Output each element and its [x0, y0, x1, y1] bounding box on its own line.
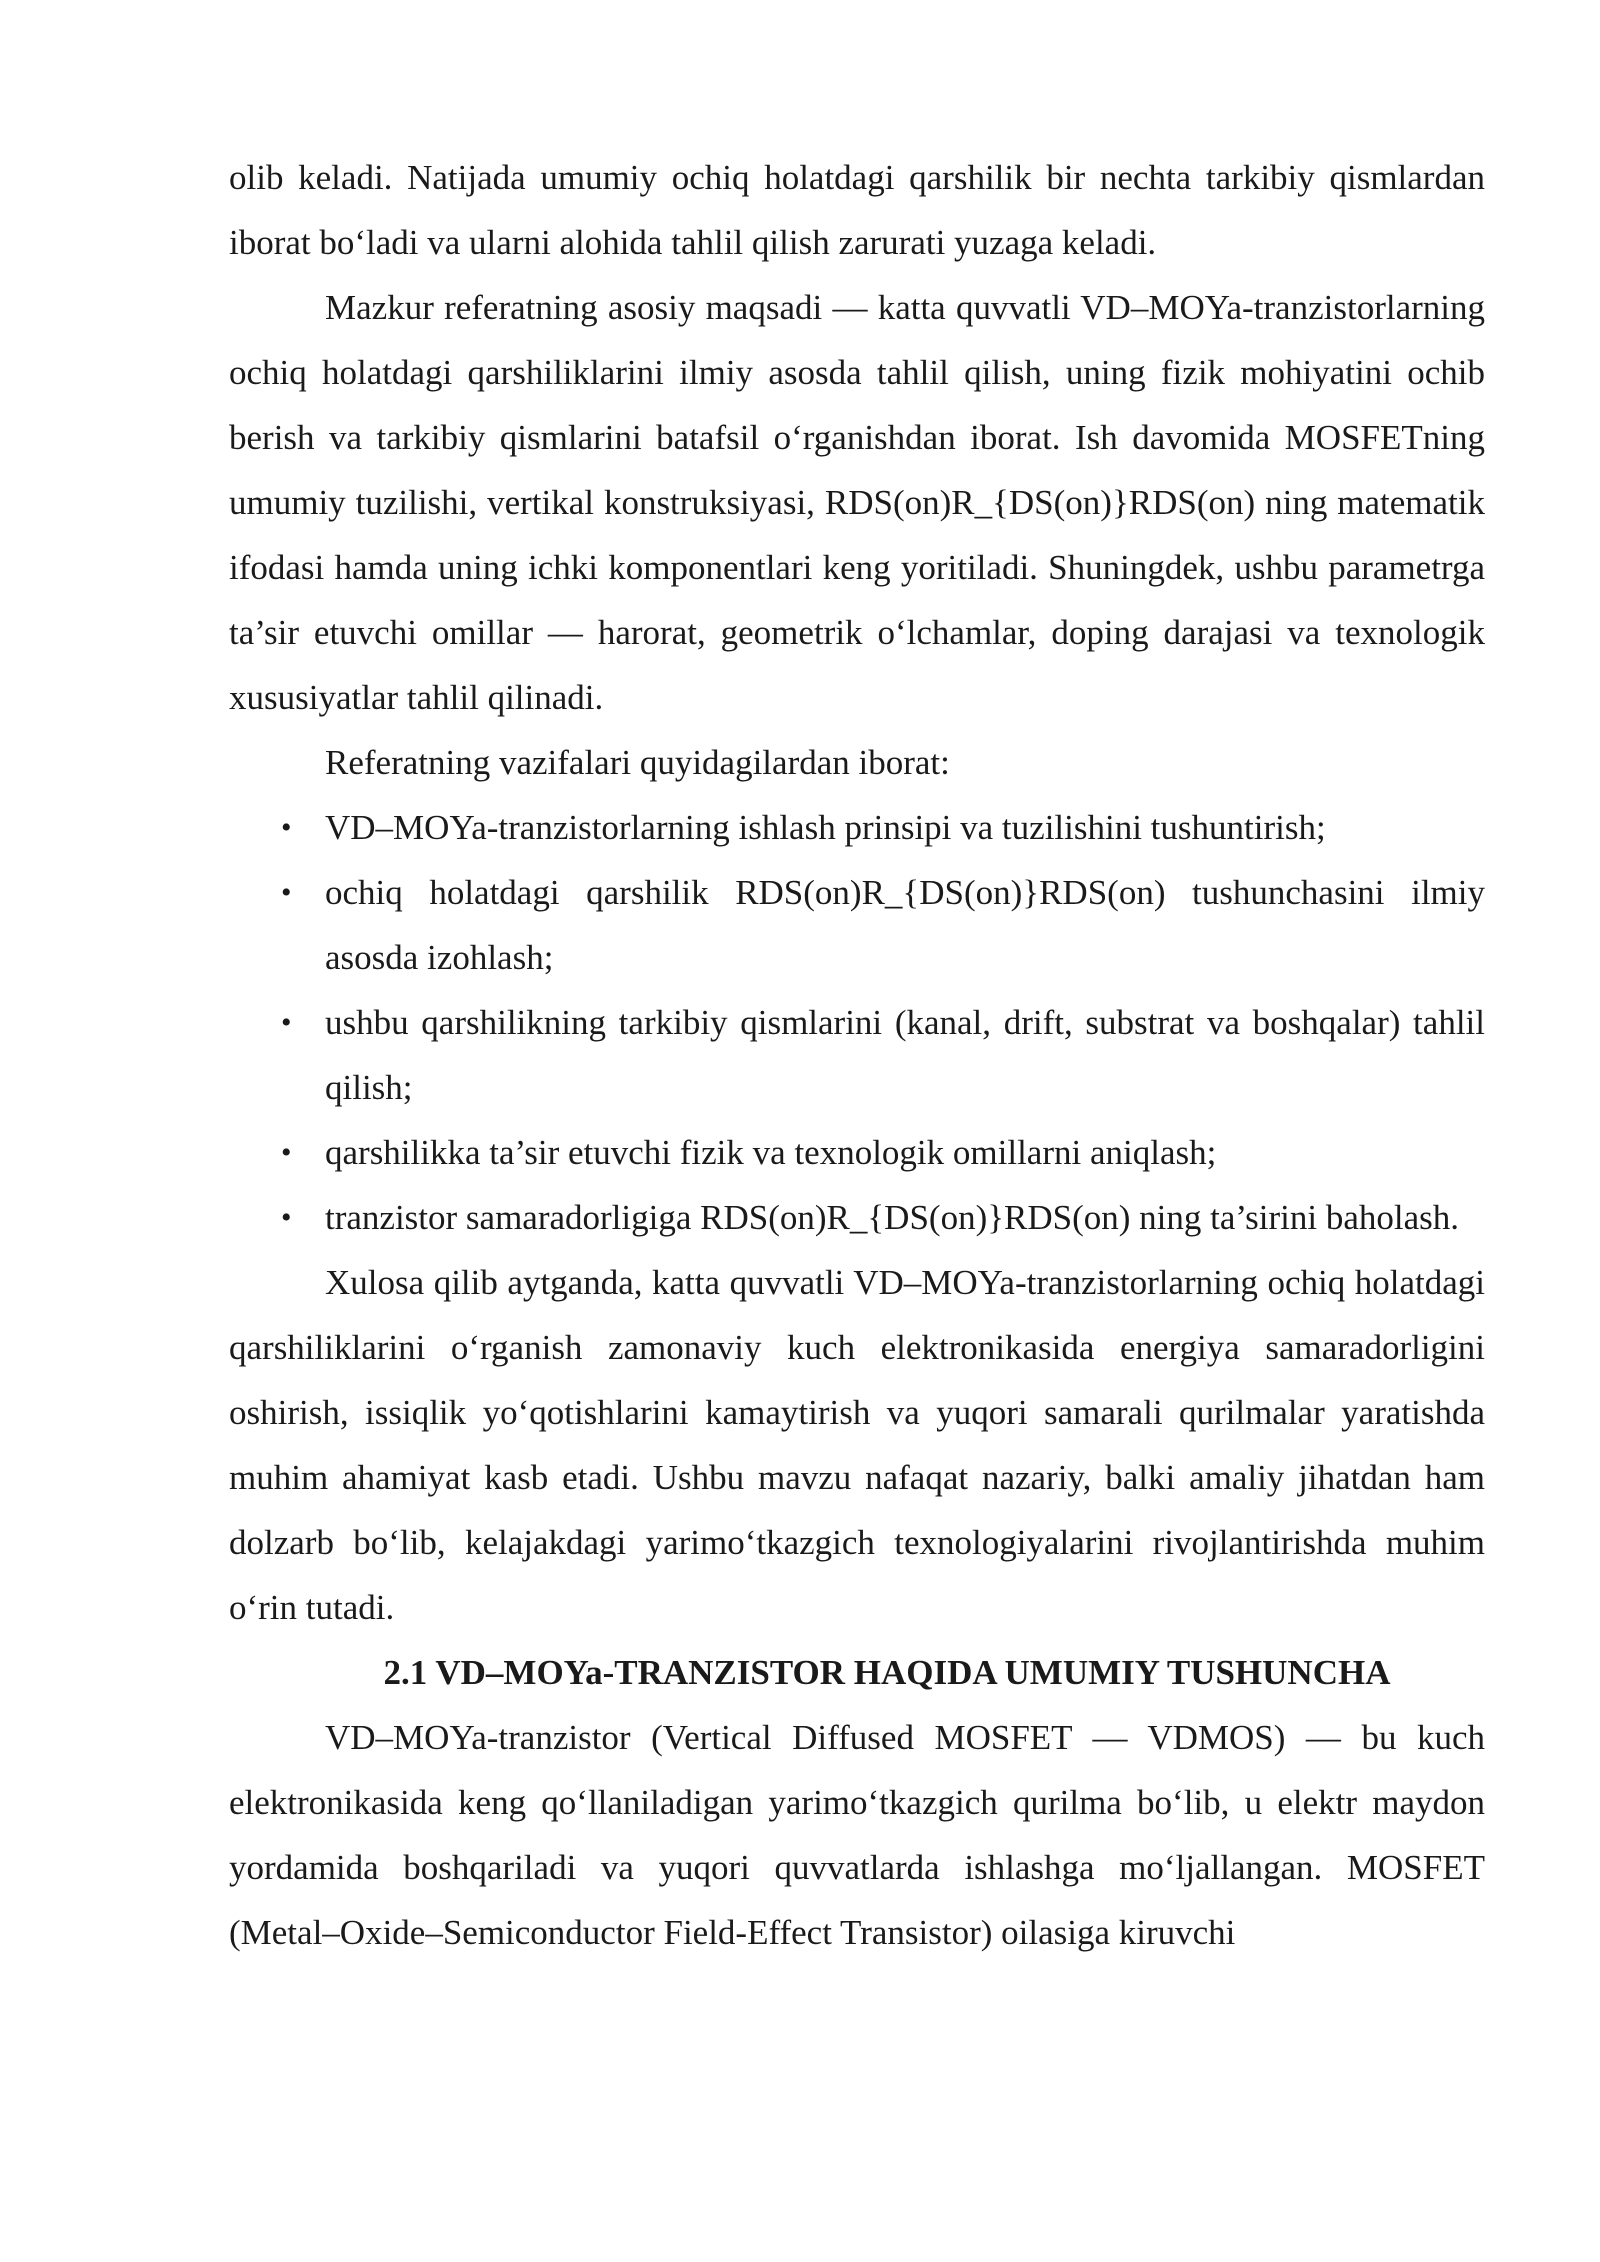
list-item — [229, 795, 1485, 860]
bullet-icon: • — [281, 1201, 292, 1234]
list-item-text: ushbu qarshilikning tarkibiy qismlarini (kanal, drift, substrat va boshqalar) tahlil qilish; — [325, 1003, 1485, 1107]
list-item — [229, 1185, 1485, 1250]
paragraph-tasks-intro: Referatning vazifalari quyidagilardan iborat: — [325, 743, 950, 782]
page-content — [229, 145, 1485, 1965]
list-item — [229, 990, 1485, 1120]
section-heading: 2.1 VD–MOYa-TRANZISTOR HAQIDA UMUMIY TUSHUNCHA — [383, 1653, 1391, 1692]
list-item-text: qarshilikka ta’sir etuvchi fizik va texnologik omillarni aniqlash; — [325, 1133, 1217, 1172]
bullet-icon: • — [281, 811, 292, 844]
list-item-text: VD–MOYa-tranzistorlarning ishlash prinsipi va tuzilishini tushuntirish; — [325, 808, 1326, 847]
paragraph-vdmos-intro: VD–MOYa-tranzistor (Vertical Diffused MOSFET — VDMOS) — bu kuch elektronikasida keng qo‘llaniladigan yarimo‘tkazgich qurilma bo‘lib, u elektr maydon yordamida boshqariladi va yuqori quvvatlarda ishlashga mo‘ljallangan. MOSFET (Metal–Oxide–Semiconductor Field-Effect Transistor) oilasiga kiruvchi — [229, 1718, 1485, 1952]
paragraph-purpose: Mazkur referatning asosiy maqsadi — katta quvvatli VD–MOYa-tranzistorlarning ochiq holatdagi qarshiliklarini ilmiy asosda tahlil qilish, uning fizik mohiyatini ochib berish va tarkibiy qismlarini batafsil o‘rganishdan iborat. Ish davomida MOSFETning umumiy tuzilishi, vertikal konstruksiyasi, RDS(on)R_{DS(on)}RDS(on) ning matematik ifodasi hamda uning ichki komponentlari keng yoritiladi. Shuningdek, ushbu parametrga ta’sir etuvchi omillar — harorat, geometrik o‘lchamlar, doping darajasi va texnologik xususiyatlar tahlil qilinadi. — [229, 288, 1485, 717]
list-item-text: tranzistor samaradorligiga RDS(on)R_{DS(on)}RDS(on) ning ta’sirini baholash. — [325, 1198, 1459, 1237]
list-item-text: ochiq holatdagi qarshilik RDS(on)R_{DS(on)}RDS(on) tushunchasini ilmiy asosda izohlash; — [325, 873, 1485, 977]
paragraph-conclusion: Xulosa qilib aytganda, katta quvvatli VD–MOYa-tranzistorlarning ochiq holatdagi qarshiliklarini o‘rganish zamonaviy kuch elektronikasida energiya samaradorligini oshirish, issiqlik yo‘qotishlarini kamaytirish va yuqori samarali qurilmalar yaratishda muhim ahamiyat kasb etadi. Ushbu mavzu nafaqat nazariy, balki amaliy jihatdan ham dolzarb bo‘lib, kelajakdagi yarimo‘tkazgich texnologiyalarini rivojlantirishda muhim o‘rin tutadi. — [229, 1263, 1485, 1627]
tasks-list — [229, 795, 1485, 1250]
list-item — [229, 1120, 1485, 1185]
bullet-icon: • — [281, 1136, 292, 1169]
bullet-icon: • — [281, 1006, 292, 1039]
paragraph-continuation: olib keladi. Natijada umumiy ochiq holatdagi qarshilik bir nechta tarkibiy qismlardan iborat bo‘ladi va ularni alohida tahlil qilish zarurati yuzaga keladi. — [229, 158, 1485, 262]
list-item — [229, 860, 1485, 990]
bullet-icon: • — [281, 876, 292, 909]
